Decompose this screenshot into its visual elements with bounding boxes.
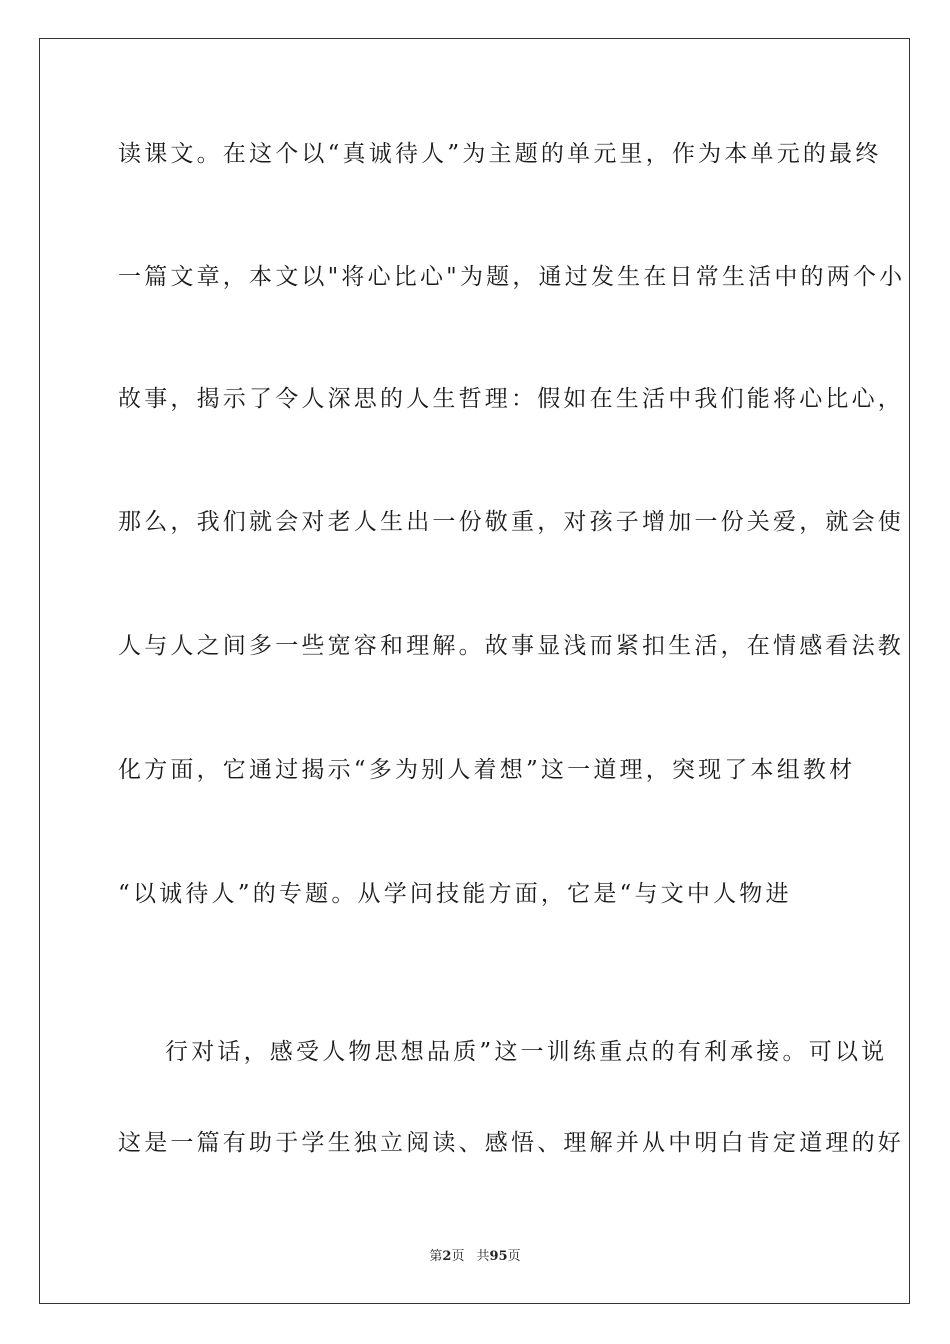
footer-page-prefix: 第: [429, 1249, 443, 1264]
page-border: [39, 38, 910, 1304]
text-line-2: 一篇文章，本文以"将心比心"为题，通过发生在日常生活中的两个小: [118, 264, 906, 290]
text-line-1: 读课文。在这个以“真诚待人”为主题的单元里，作为本单元的最终: [118, 141, 882, 167]
text-line-3: 故事，揭示了令人深思的人生哲理：假如在生活中我们能将心比心，: [118, 386, 904, 412]
footer-total-pages: 95: [489, 1249, 508, 1264]
text-line-9: 这是一篇有助于学生独立阅读、感悟、理解并从中明白肯定道理的好: [118, 1130, 904, 1156]
text-line-6: 化方面，它通过揭示“多为别人着想”这一道理，突现了本组教材: [118, 757, 856, 783]
footer-total-suffix: 页: [507, 1249, 521, 1264]
footer-page-suffix: 页: [451, 1249, 465, 1264]
page-footer: [0, 1248, 950, 1266]
text-line-7: “以诚待人”的专题。从学问技能方面，它是“与文中人物进: [118, 881, 792, 907]
footer-page-number: 2: [442, 1249, 452, 1264]
footer-total-prefix: 共: [476, 1249, 490, 1264]
text-line-8: 行对话，感受人物思想品质”这一训练重点的有利承接。可以说: [165, 1039, 888, 1065]
text-line-4: 那么，我们就会对老人生出一份敬重，对孩子增加一份关爱，就会使: [118, 509, 904, 535]
text-line-5: 人与人之间多一些宽容和理解。故事显浅而紧扣生活，在情感看法教: [118, 633, 904, 659]
